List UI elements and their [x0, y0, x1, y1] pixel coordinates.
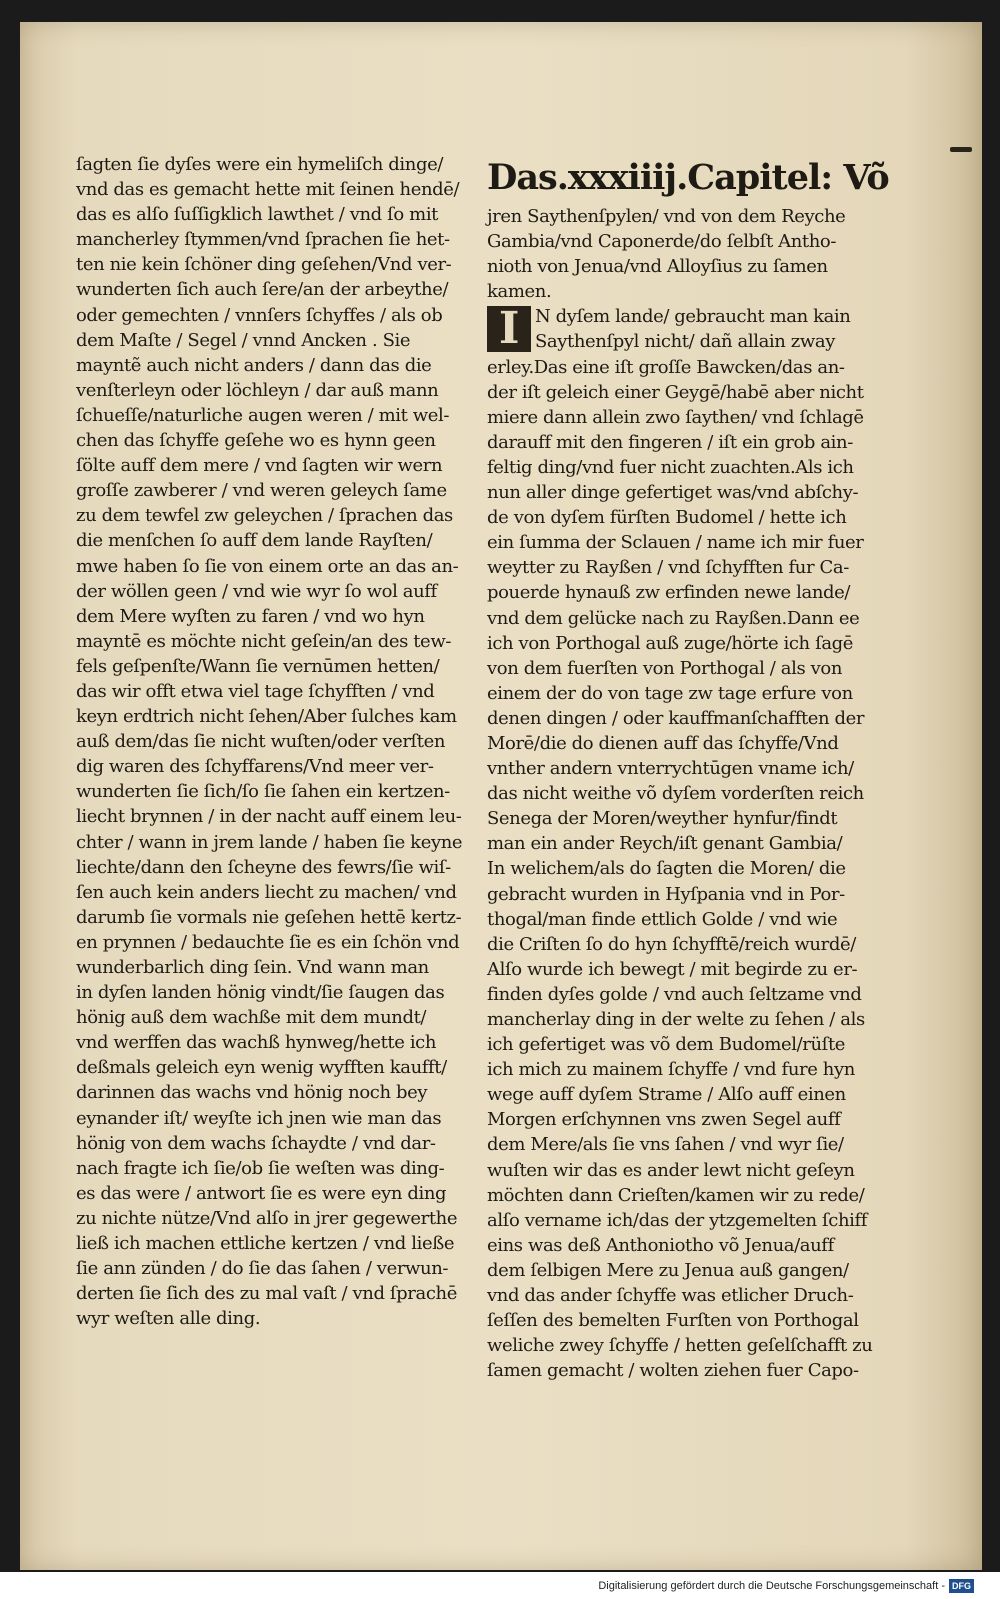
text-line: man ein ander Reych/iſt genant Gambia/: [487, 833, 843, 855]
text-line: darauff mit den fingeren / iſt ein grob ain-: [487, 431, 853, 453]
text-line: wuſten wir das es ander lewt nicht geſeyn: [487, 1159, 855, 1181]
text-line: von dem fuerſten von Porthogal / als von: [487, 657, 843, 679]
text-line: vnd werffen das wachß hynweg/hette ich: [76, 1032, 437, 1054]
text-line: ich von Porthogal auß zuge/hörte ich ſagē: [487, 632, 854, 654]
text-line: das nicht weithe võ dyſem vorderſten reich: [487, 783, 864, 805]
text-line: weytter zu Rayßen / vnd ſchyfften fur Ca-: [487, 557, 849, 579]
right-body-text: [487, 355, 887, 1384]
text-line: ſagten ſie dyſes were ein hymeliſch dinge/: [76, 154, 444, 175]
text-line: einem der do von tage zw tage erfure von: [487, 682, 853, 704]
text-line: mancherley ſtymmen/vnd ſprachen ſie het-: [76, 229, 450, 251]
chapter-heading-continuation: [487, 204, 887, 304]
text-line: Gambia/vnd Caponerde/do ſelbſt Antho-: [487, 231, 837, 253]
text-line: der wöllen geen / vnd wie wyr ſo wol auff: [76, 580, 437, 602]
initial-paragraph: [487, 304, 887, 354]
text-line: in dyſen landen hönig vindt/ſie ſaugen das: [76, 982, 445, 1004]
text-line: ſen auch kein anders liecht zu machen/ vnd: [76, 881, 457, 903]
text-line: Alſo wurde ich bewegt / mit begirde zu er-: [487, 958, 858, 980]
text-line: pouerde hynauß zw erfinden newe lande/: [487, 582, 851, 604]
text-line: Morē/die do dienen auff das ſchyffe/Vnd: [487, 732, 839, 754]
text-line: dem Mere wyſten zu faren / vnd wo hyn: [76, 605, 425, 627]
text-line: vnd dem gelücke nach zu Rayßen.Dann ee: [487, 607, 860, 629]
left-text-column: [76, 152, 463, 1331]
text-line: liechte/dann den ſcheyne des fewrs/ſie wiſ-: [76, 856, 451, 878]
text-line: In welichem/als do ſagten die Moren/ die: [487, 858, 846, 880]
initial-lines: [487, 304, 887, 354]
text-line: hönig von dem wachs ſchaydte / vnd dar-: [76, 1132, 436, 1154]
text-line: en prynnen / bedauchte ſie es ein ſchön vnd: [76, 931, 460, 953]
text-line: thogal/man finde ettlich Golde / vnd wie: [487, 908, 838, 930]
text-line: dem ſelbigen Mere zu Jenua auß gangen/: [487, 1259, 849, 1281]
decorated-initial: I: [487, 306, 531, 352]
text-line: liecht brynnen / in der nacht auff einem leu-: [76, 806, 462, 828]
text-line: ten nie kein ſchöner ding geſehen/Vnd ver-: [76, 254, 452, 276]
text-line: derten ſie ſich des zu mal vaſt / vnd ſprachē: [76, 1283, 457, 1305]
text-line: N dyſem lande/ gebraucht man kain: [535, 306, 851, 328]
book-page: [20, 22, 982, 1570]
text-line: mancherlay ding in der welte zu ſehen / als: [487, 1009, 865, 1030]
text-line: wunderten ſie ſich/ſo ſie ſahen ein kertzen-: [76, 781, 450, 803]
text-line: zu dem tewfel zw geleychen / ſprachen das: [76, 505, 453, 527]
text-line: Saythenſpyl nicht/ dañ allain zway: [535, 331, 835, 353]
text-line: eins was deß Anthoniotho võ Jenua/auff: [487, 1234, 834, 1256]
text-line: eynander iſt/ weyſte ich jnen wie man das: [76, 1107, 442, 1129]
text-line: dem Mere/als ſie vns ſahen / vnd wyr ſie/: [487, 1134, 844, 1156]
text-line: wege auff dyſem Strame / Alſo auff einen: [487, 1084, 846, 1106]
text-line: vnd das es gemacht hette mit ſeinen hendē/: [76, 179, 460, 201]
text-line: weliche zwey ſchyffe / hetten geſelſchafft zu: [487, 1335, 873, 1357]
text-line: ſchueſſe/naturliche augen weren / mit wel-: [76, 404, 450, 426]
text-line: chter / wann in jrem lande / haben ſie keyne: [76, 831, 463, 853]
text-line: chen das ſchyffe geſehe wo es hynn geen: [76, 430, 436, 452]
text-line: jren Saythenſpylen/ vnd von dem Reyche: [487, 206, 846, 227]
text-line: nun aller dinge gefertiget was/vnd abſchy-: [487, 482, 859, 504]
text-line: gebracht wurden in Hyſpania vnd in Por-: [487, 883, 845, 905]
dfg-logo: DFG: [949, 1579, 974, 1593]
text-line: ſölte auff dem mere / vnd ſagten wir wern: [76, 455, 443, 477]
text-line: alſo vername ich/das der ytzgemelten ſchiff: [487, 1209, 868, 1231]
text-line: ſamen gemacht / wolten ziehen fuer Capo-: [487, 1360, 859, 1382]
text-line: das wir offt etwa viel tage ſchyfften / vnd: [76, 680, 435, 702]
text-line: das es alſo ſuſſigklich lawthet / vnd ſo mit: [76, 204, 439, 226]
text-line: es das were / antwort ſie es were eyn ding: [76, 1182, 447, 1204]
text-line: de von dyſem fürſten Budomel / hette ich: [487, 507, 847, 529]
page-edge-mark: [950, 147, 972, 152]
text-line: ich gefertiget was võ dem Budomel/rüſte: [487, 1034, 846, 1056]
text-line: auß dem/das ſie nicht wuſten/oder verſten: [76, 731, 446, 753]
text-line: finden dyſes golde / vnd auch ſeltzame vnd: [487, 983, 862, 1005]
text-line: deßmals geleich eyn wenig wyfften kaufft/: [76, 1057, 447, 1079]
text-line: nach fragte ich ſie/ob ſie weſten was ding-: [76, 1157, 445, 1179]
footer-credit: Digitalisierung gefördert durch die Deutsche Forschungsgemeinschaft -: [598, 1580, 945, 1592]
text-line: vnd das ander ſchyffe was etlicher Druch-: [487, 1285, 854, 1307]
text-line: Senega der Moren/weyther hynfur/findt: [487, 808, 838, 830]
text-line: wyr weſten alle ding.: [76, 1308, 261, 1330]
text-line: erley.Das eine iſt groſſe Bawcken/das an-: [487, 356, 845, 378]
text-line: mayntē es möchte nicht geſein/an des tew-: [76, 630, 452, 652]
text-line: keyn erdtrich nicht ſehen/Aber ſulches kam: [76, 706, 457, 728]
text-line: mwe haben ſo ſie von einem orte an das an-: [76, 555, 459, 577]
text-line: darinnen das wachs vnd hönig noch bey: [76, 1082, 428, 1104]
text-line: vnther andern vnterrychtūgen vname ich/: [487, 758, 854, 780]
right-text-column: [487, 152, 887, 1383]
text-line: Morgen erſchynnen vns zwen Segel auff: [487, 1109, 841, 1131]
text-line: dem Maſte / Segel / vnnd Ancken . Sie: [76, 329, 411, 351]
text-line: dig waren des ſchyffarens/Vnd meer ver-: [76, 756, 434, 778]
text-line: wunderbarlich ding ſein. Vnd wann man: [76, 957, 429, 978]
text-line: feltig ding/vnd fuer nicht zuachten.Als ich: [487, 456, 854, 478]
scan-footer: [598, 1578, 974, 1594]
text-line: ließ ich machen ettliche kertzen / vnd ließe: [76, 1233, 455, 1255]
text-line: zu nichte nütze/Vnd alſo in jrer gegewerthe: [76, 1207, 458, 1229]
text-line: ſie ann zünden / do ſie das ſahen / verwun-: [76, 1258, 449, 1280]
text-line: oder gemechten / vnnſers ſchyffes / als ob: [76, 304, 443, 326]
text-line: miere dann allein zwo ſaythen/ vnd ſchlagē: [487, 406, 864, 428]
text-line: hönig auß dem wachße mit dem mundt/: [76, 1007, 427, 1029]
text-line: die Criſten ſo do hyn ſchyfftē/reich wurdē/: [487, 933, 856, 955]
text-line: groſſe zawberer / vnd weren geleych ſame: [76, 480, 447, 502]
text-line: ſeſſen des bemelten Furſten von Porthogal: [487, 1310, 859, 1332]
text-line: darumb ſie vormals nie geſehen hettē kertz-: [76, 906, 462, 928]
text-line: mayntẽ auch nicht anders / dann das die: [76, 354, 432, 376]
text-line: der iſt geleich einer Geygē/habē aber nicht: [487, 381, 864, 403]
text-line: ich mich zu mainem ſchyffe / vnd fure hyn: [487, 1059, 855, 1081]
text-line: kamen.: [487, 281, 552, 303]
text-line: venſterleyn oder löchleyn / dar auß mann: [76, 379, 439, 401]
text-line: denen dingen / oder kauffmanſchafften der: [487, 707, 865, 729]
text-line: fels geſpenſte/Wann ſie vernūmen hetten/: [76, 655, 440, 677]
text-line: wunderten ſich auch ſere/an der arbeythe/: [76, 279, 449, 301]
text-line: nioth von Jenua/vnd Alloyſius zu ſamen: [487, 256, 828, 278]
chapter-heading: Das.xxxiiij.Capitel: Võ: [487, 157, 889, 198]
text-line: ein ſumma der Sclauen / name ich mir fuer: [487, 532, 864, 554]
text-line: die menſchen ſo auff dem lande Rayſten/: [76, 530, 433, 552]
text-line: möchten dann Crieſten/kamen wir zu rede/: [487, 1184, 865, 1206]
